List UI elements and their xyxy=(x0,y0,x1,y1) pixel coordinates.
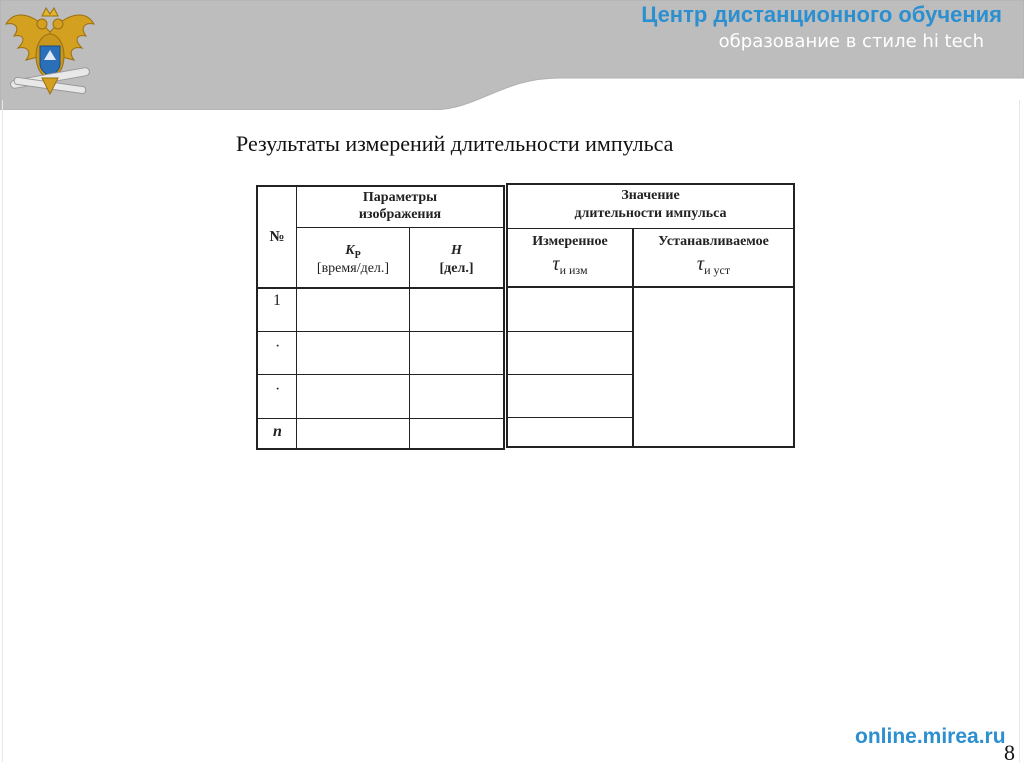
kp-subscript: P xyxy=(354,249,361,261)
footer-url[interactable]: online.mirea.ru xyxy=(855,725,1006,748)
tau-measured-sub: и изм xyxy=(559,262,588,277)
kp-unit: [время/дел.] xyxy=(316,261,390,276)
table-border xyxy=(506,228,795,229)
h-unit: [дел.] xyxy=(439,261,474,276)
params-group-header-line2: изображения xyxy=(358,207,442,222)
eagle-emblem-icon xyxy=(2,2,98,102)
header-subtitle: образование в стиле hi tech xyxy=(718,31,984,52)
table-border xyxy=(296,227,505,228)
table-border xyxy=(506,374,634,375)
table-border xyxy=(503,185,505,450)
steady-symbol xyxy=(634,253,793,278)
params-group-header-line1: Параметры xyxy=(362,190,438,205)
col-number-header: № xyxy=(269,229,285,245)
table-border xyxy=(506,183,508,448)
table-border xyxy=(506,183,795,185)
measured-symbol xyxy=(508,253,632,278)
header-title: Центр дистанционного обучения xyxy=(641,2,1002,27)
kp-symbol: K xyxy=(345,243,355,258)
tau-steady: τ xyxy=(696,253,705,275)
table-border xyxy=(256,448,505,450)
table-border xyxy=(296,185,297,450)
value-group-header-line2: длительности импульса xyxy=(574,206,727,221)
row-label: n xyxy=(273,423,282,440)
table-border xyxy=(256,331,505,332)
table-border xyxy=(506,331,634,332)
table-border xyxy=(506,286,795,288)
steady-header: Устанавливаемое xyxy=(658,234,769,249)
slide-title: Результаты измерений длительности импульса xyxy=(236,131,674,156)
value-group-header-line1: Значение xyxy=(621,188,680,203)
h-header: H xyxy=(451,243,462,258)
table-border xyxy=(256,287,505,289)
row-label: · xyxy=(275,381,281,398)
row-label: 1 xyxy=(273,292,281,309)
row-label: · xyxy=(275,338,281,355)
table-border xyxy=(506,446,795,448)
measured-header: Измеренное xyxy=(532,234,608,249)
tau-steady-sub: и уст xyxy=(704,262,731,277)
table-border xyxy=(793,183,795,448)
page-number: 8 xyxy=(1004,740,1015,765)
tau-measured: τ xyxy=(552,253,560,275)
table-border xyxy=(256,185,258,450)
table-border xyxy=(256,374,505,375)
table-border xyxy=(506,417,634,418)
table-border xyxy=(256,185,505,187)
table-border xyxy=(256,418,505,419)
